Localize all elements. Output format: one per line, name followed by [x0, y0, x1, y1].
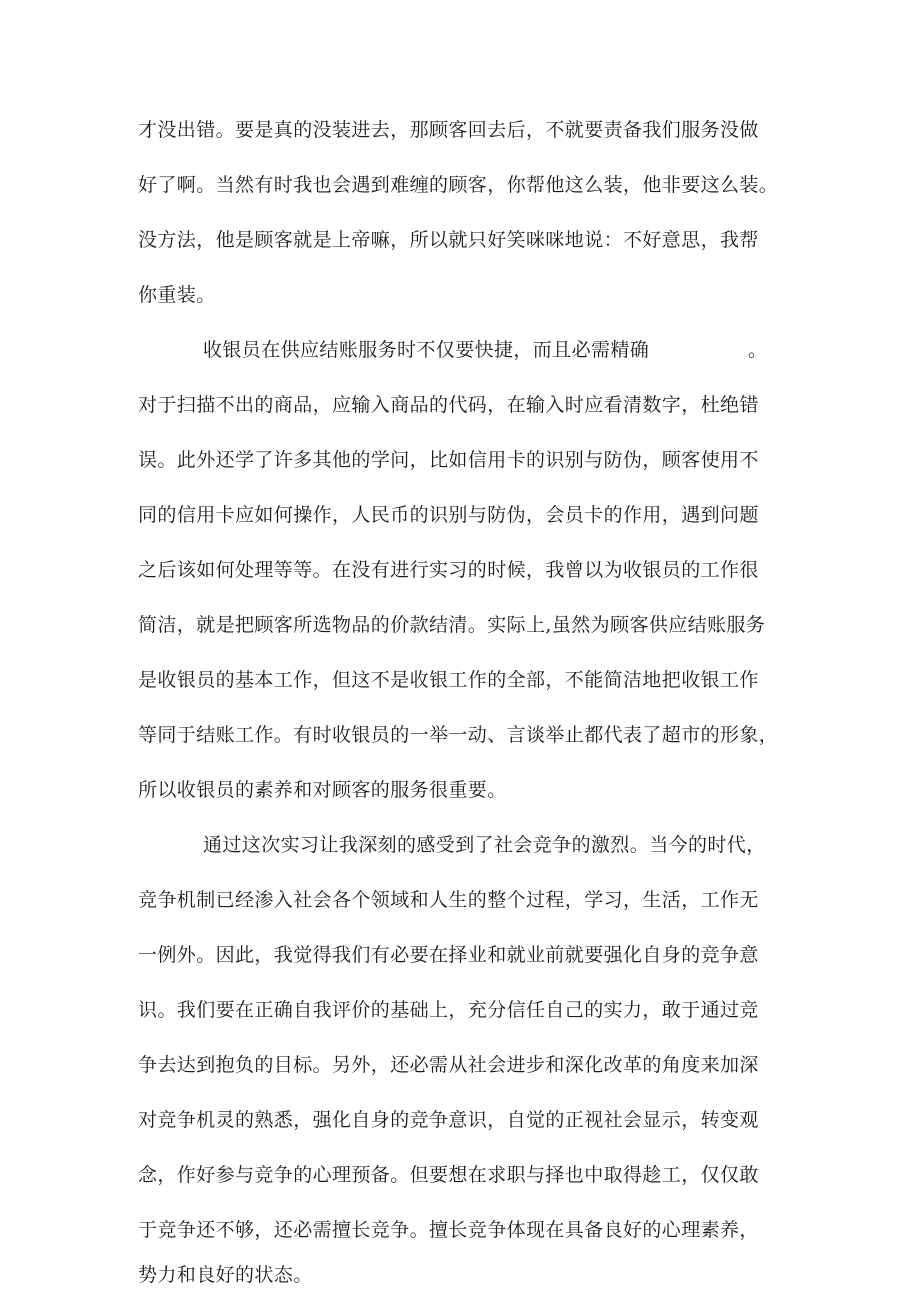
paragraph-2-line-3: 误。此外还学了许多其他的学问，比如信用卡的识别与防伪，顾客使用不: [138, 449, 759, 471]
paragraph-3-line-6: 对竞争机灵的熟悉，强化自身的竞争意识，自觉的正视社会显示，转变观: [138, 1109, 759, 1131]
paragraph-2-first-line: 收银员在供应结账服务时不仅要快捷，而且必需精确: [203, 339, 650, 361]
paragraph-2-line-8: 等同于结账工作。有时收银员的一举一动、言谈举止都代表了超市的形象，: [138, 724, 779, 746]
paragraph-1-line-2: 好了啊。当然有时我也会遇到难缠的顾客，你帮他这么装，他非要这么装。: [138, 174, 779, 196]
paragraph-1-line-4: 你重装。: [138, 284, 216, 306]
paragraph-3-line-4: 识。我们要在正确自我评价的基础上，充分信任自己的实力，敢于通过竞: [138, 999, 759, 1021]
paragraph-1-line-1: 才没出错。要是真的没装进去，那顾客回去后，不就要责备我们服务没做: [138, 119, 759, 141]
paragraph-3-line-8: 于竞争还不够，还必需擅长竞争。擅长竞争体现在具备良好的心理素养，: [138, 1219, 759, 1241]
paragraph-2-line-4: 同的信用卡应如何操作，人民币的识别与防伪，会员卡的作用，遇到问题: [138, 504, 759, 526]
paragraph-3-line-7: 念，作好参与竞争的心理预备。但要想在求职与择也中取得趁工，仅仅敢: [138, 1164, 759, 1186]
paragraph-2-line-2: 对于扫描不出的商品，应输入商品的代码，在输入时应看清数字，杜绝错: [138, 394, 759, 416]
paragraph-1-line-3: 没方法，他是顾客就是上帝嘛，所以就只好笑咪咪地说：不好意思，我帮: [138, 229, 759, 251]
paragraph-2-first-line-end: 。: [748, 339, 768, 361]
paragraph-2-line-5: 之后该如何处理等等。在没有进行实习的时候，我曾以为收银员的工作很: [138, 559, 759, 581]
paragraph-2-line-6: 简洁，就是把顾客所选物品的价款结清。实际上,虽然为顾客供应结账服务: [138, 614, 766, 636]
paragraph-2-line-9: 所以收银员的素养和对顾客的服务很重要。: [138, 779, 507, 801]
paragraph-3-first-line: 通过这次实习让我深刻的感受到了社会竞争的激烈。当今的时代，: [203, 834, 766, 856]
paragraph-3-line-5: 争去达到抱负的目标。另外，还必需从社会进步和深化改革的角度来加深: [138, 1054, 759, 1076]
paragraph-3-line-2: 竞争机制已经渗入社会各个领域和人生的整个过程，学习，生活，工作无: [138, 889, 759, 911]
paragraph-3-line-9: 势力和良好的状态。: [138, 1264, 313, 1286]
paragraph-2-line-7: 是收银员的基本工作，但这不是收银工作的全部，不能简洁地把收银工作: [138, 669, 759, 691]
paragraph-3-line-3: 一例外。因此，我觉得我们有必要在择业和就业前就要强化自身的竞争意: [138, 944, 759, 966]
